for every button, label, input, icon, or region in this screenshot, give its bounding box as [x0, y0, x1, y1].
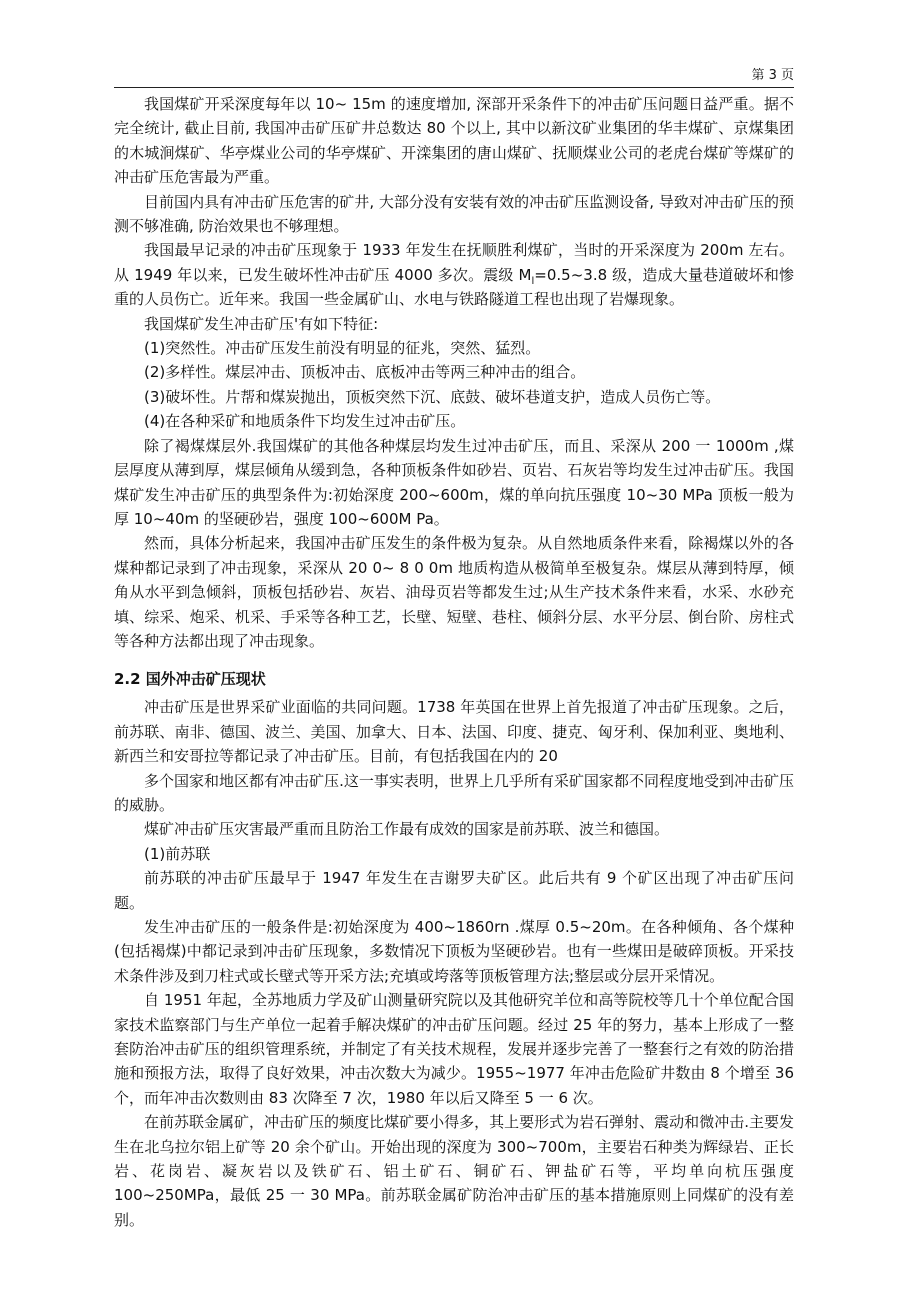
paragraph: 煤矿冲击矿压灾害最严重而且防治工作最有成效的国家是前苏联、波兰和德国。: [144, 820, 670, 839]
paragraph: (2)多样性。煤层冲击、顶板冲击、底板冲击等两三种冲击的组合。: [144, 363, 586, 382]
paragraph: (4)在各种采矿和地质条件下均发生过冲击矿压。: [144, 412, 466, 431]
paragraph: (1)突然性。冲击矿压发生前没有明显的征兆，突然、猛烈。: [144, 339, 541, 358]
paragraph: 多个国家和地区都有冲击矿压.这一事实表明，世界上几乎所有采矿国家都不同程度地受到冲击矿压的威胁。: [114, 771, 794, 814]
document-body: [114, 92, 794, 1232]
paragraph: 目前国内具有冲击矿压危害的矿井, 大部分没有安装有效的冲击矿压监测设备, 导致对冲击矿压的预测不够准确, 防治效果也不够理想。: [114, 192, 794, 236]
paragraph: 除了褐煤煤层外.我国煤矿的其他各种煤层均发生过冲击矿压，而且、采深从 200 一 1000m ,煤层厚度从薄到厚，煤层倾角从缓到急，各种顶板条件如砂岩、页岩、石灰岩等均发生过冲击矿压。我国煤矿发生冲击矿压的典型条件为:初始深度 200~600m，煤的单向抗压强度 10~30 MPa 顶板一般为厚 10~40m 的坚硬砂岩，强度 100~600M Pa。: [114, 436, 794, 528]
page-number: 第 3 页: [751, 68, 794, 83]
paragraph: 我国煤矿开采深度每年以 10~ 15m 的速度增加, 深部开采条件下的冲击矿压问题日益严重。据不完全统计, 截止目前, 我国冲击矿压矿井总数达 80 个以上, 其中以新汶矿业集团的华丰煤矿、京煤集团的木城涧煤矿、华亭煤业公司的华亭煤矿、开滦集团的唐山煤矿、抚顺煤业公司的老虎台煤矿等煤矿的冲击矿压危害最为严重。: [114, 95, 794, 187]
section-heading: 2.2 国外冲击矿压现状: [114, 670, 266, 689]
paragraph: 然而，具体分析起来，我国冲击矿压发生的条件极为复杂。从自然地质条件来看，除褐煤以外的各煤种都记录到了冲击现象，采深从 20 0~ 8 0 0m 地质构造从极简单至极复杂。煤层从薄到特厚，倾角从水平到急倾斜，顶板包括砂岩、灰岩、油母页岩等都发生过;从生产技术条件来看，水采、水砂充填、综采、炮采、机采、手采等各种工艺，长壁、短壁、巷柱、倾斜分层、水平分层、倒台阶、房柱式等各种方法都出现了冲击现象。: [114, 534, 794, 650]
paragraph: 前苏联的冲击矿压最早于 1947 年发生在吉谢罗夫矿区。此后共有 9 个矿区出现了冲击矿压问题。: [114, 869, 794, 912]
paragraph: (3)破坏性。片帮和煤炭抛出，顶板突然下沉、底鼓、破坏巷道支护，造成人员伤亡等。: [144, 387, 721, 406]
paragraph: (1)前苏联: [144, 844, 211, 863]
paragraph: 我国最早记录的冲击矿压现象于 1933 年发生在抚顺胜利煤矿，当时的开采深度为 200m 左右。从 1949 年以来，已发生破坏性冲击矿压 4000 多次。震级 $M_l=0.5\sim 3.8$ 级，造成大量巷道破坏和惨重的人员伤亡。近年来。我国一些金属矿山、水电与铁路隧道工程也出现了岩爆现象。: [114, 241, 794, 309]
paragraph: 发生冲击矿压的一般条件是:初始深度为 400~1860rn .煤厚 0.5~20m。在各种倾角、各个煤种(包括褐煤)中都记录到冲击矿压现象，多数情况下顶板为坚硬砂岩。也有一些煤田是破碎顶板。开采技术条件涉及到刀柱式或长壁式等开采方法;充填或垮落等顶板管理方法;整层或分层开采情况。: [114, 918, 794, 985]
paragraph: 自 1951 年起，全苏地质力学及矿山测量研究院以及其他研究羊位和高等院校等几十个单位配合国家技术监察部门与生产单位一起着手解决煤矿的冲击矿压问题。经过 25 年的努力，基本上形成了一整套防治冲击矿压的组织管理系统，并制定了有关技术规程，发展并逐步完善了一整套行之有效的防治措施和预报方法，取得了良好效果，冲击次数大为减少。1955~1977 年冲击危险矿井数由 8 个增至 36 个，而年冲击次数则由 83 次降至 7 次，1980 年以后又降至 5 一 6 次。: [114, 991, 794, 1107]
paragraph: 在前苏联金属矿，冲击矿压的频度比煤矿要小得多，其上要形式为岩石弹射、震动和微冲击.主要发生在北乌拉尔铝上矿等 20 余个矿山。开始出现的深度为 300~700m，主要岩石种类为辉绿岩、正长岩、花岗岩、凝灰岩以及铁矿石、铝土矿石、铜矿石、钾盐矿石等，平均单向杭压强度 100~250MPa，最低 25 一 30 MPa。前苏联金属矿防治冲击矿压的基本措施原则上同煤矿的没有差别。: [114, 1113, 794, 1229]
paragraph: 冲击矿压是世界采矿业面临的共同问题。1738 年英国在世界上首先报道了冲击矿压现象。之后，前苏联、南非、德国、波兰、美国、加拿大、日本、法国、印度、捷克、匈牙利、保加利亚、奥地利、新西兰和安哥拉等都记录了冲击矿压。目前，有包括我国在内的 20: [114, 698, 794, 766]
page-header: [114, 60, 794, 88]
paragraph: 我国煤矿发生冲击矿压'有如下特征:: [144, 314, 379, 333]
